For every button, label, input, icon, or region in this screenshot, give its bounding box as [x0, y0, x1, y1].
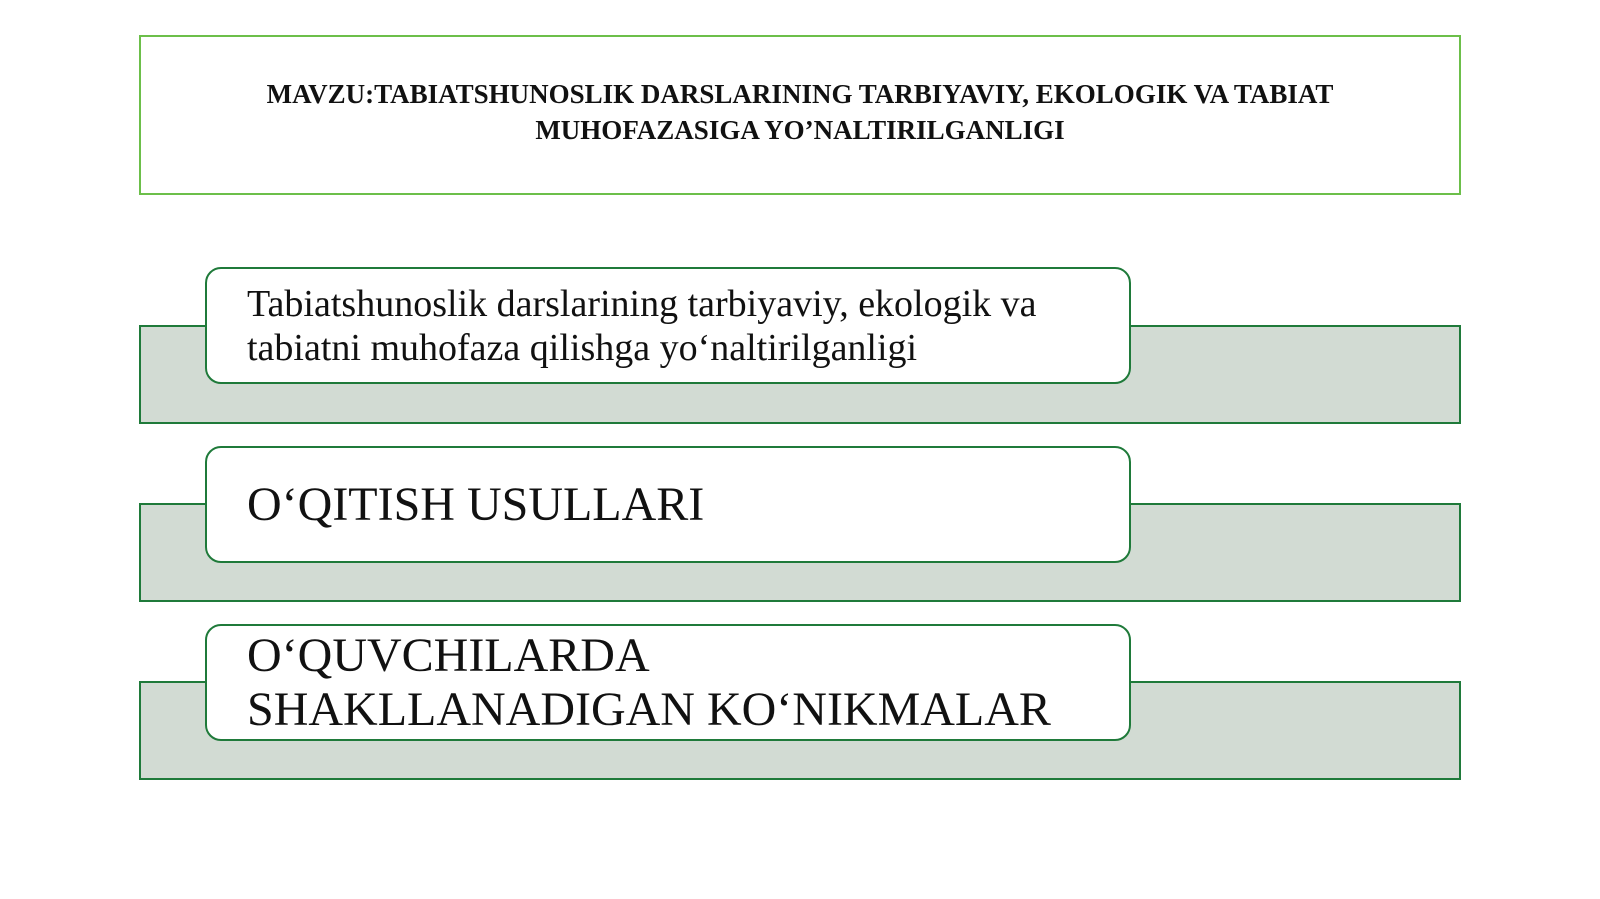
list-item-label-2: O‘QITISH USULLARI: [247, 477, 705, 531]
slide-title: MAVZU:TABIATSHUNOSLIK DARSLARINING TARBIYAVIY, EKOLOGIK VA TABIAT MUHOFAZASIGA YO’NALTIRILGANLIGI: [266, 79, 1334, 145]
title-box: [139, 35, 1461, 195]
list-item-2: [205, 446, 1131, 563]
list-item-3: [205, 624, 1131, 741]
list-item-label-1: Tabiatshunoslik darslarining tarbiyaviy, ekologik va tabiatni muhofaza qilishga yo‘naltirilganligi: [247, 282, 1037, 369]
list-item-label-3: O‘QUVCHILARDA SHAKLLANADIGAN KO‘NIKMALAR: [247, 628, 1051, 736]
list-item-1: [205, 267, 1131, 384]
